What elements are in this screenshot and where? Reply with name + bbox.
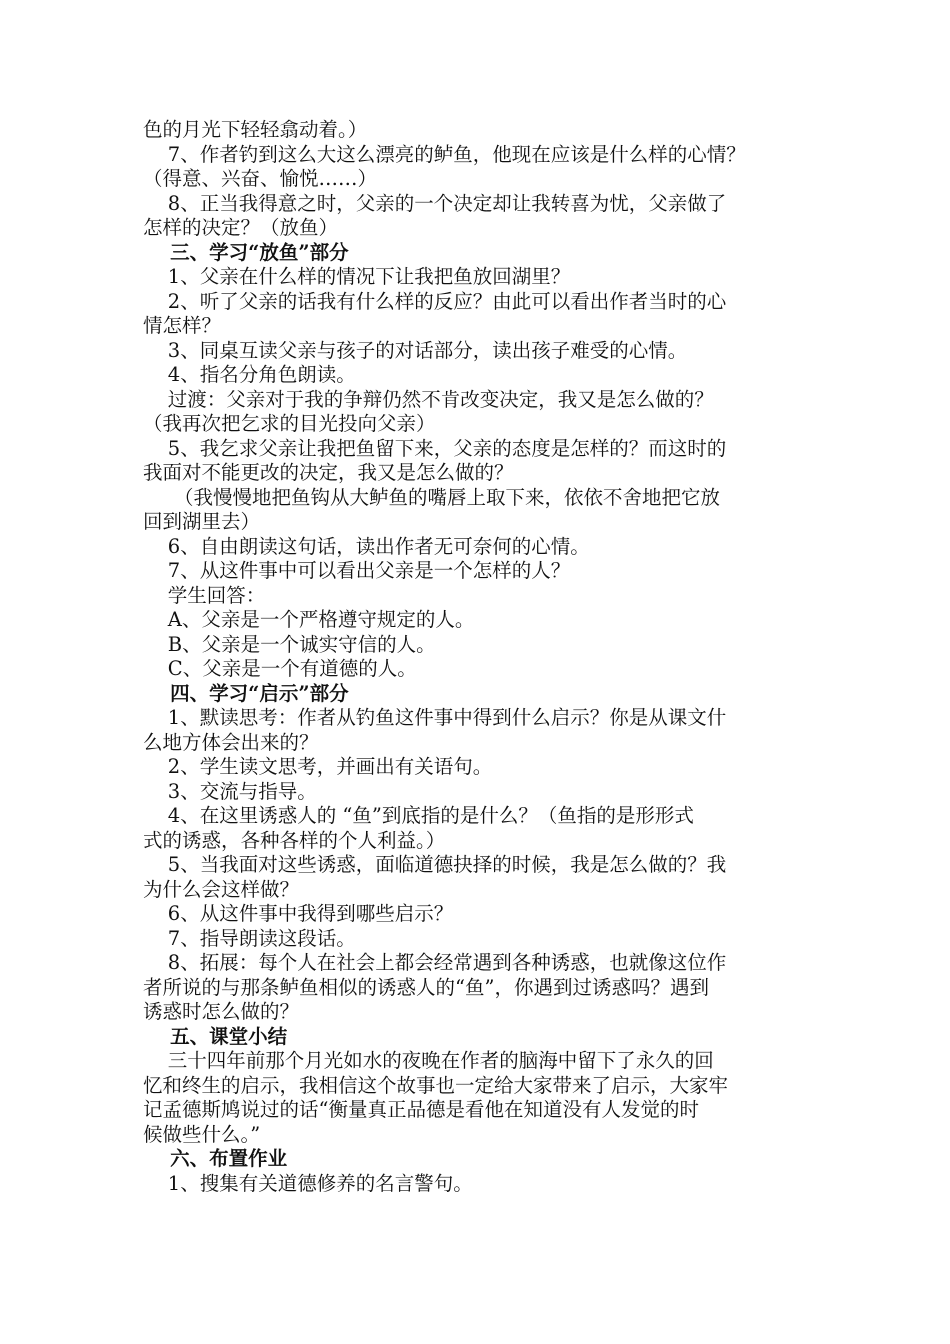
text-line: 7、指导朗读这段话。: [143, 926, 356, 950]
text-line: B、父亲是一个诚实守信的人。: [143, 632, 436, 656]
text-line: 3、同桌互读父亲与孩子的对话部分，读出孩子难受的心情。: [143, 338, 688, 362]
text-line: 8、拓展：每个人在社会上都会经常遇到各种诱惑，也就像这位作: [143, 951, 727, 974]
text-line: （我再次把乞求的目光投向父亲）: [143, 412, 436, 435]
text-line: 我面对不能更改的决定，我又是怎么做的？: [143, 461, 514, 484]
text-line: 候做些什么。”: [143, 1122, 261, 1146]
section-heading: 六、布置作业: [143, 1147, 288, 1170]
text-line: 6、从这件事中我得到哪些启示？: [143, 902, 454, 925]
text-line: 5、我乞求父亲让我把鱼留下来，父亲的态度是怎样的？而这时的: [143, 436, 727, 460]
text-line: 7、作者钓到这么大这么漂亮的鲈鱼，他现在应该是什么样的心情？: [143, 142, 746, 166]
text-line: 6、自由朗读这句话，读出作者无可奈何的心情。: [143, 534, 590, 558]
text-line: （得意、兴奋、愉悦……）: [143, 167, 378, 190]
section-heading: 五、课堂小结: [143, 1024, 288, 1048]
text-line: 3、交流与指导。: [143, 779, 317, 803]
text-line: 7、从这件事中可以看出父亲是一个怎样的人？: [143, 559, 571, 582]
text-line: 8、正当我得意之时，父亲的一个决定却让我转喜为忧，父亲做了: [143, 191, 727, 215]
text-line: 1、父亲在什么样的情况下让我把鱼放回湖里？: [143, 265, 571, 288]
text-line: 2、学生读文思考，并画出有关语句。: [143, 755, 493, 778]
text-line: 记孟德斯鸠说过的话“衡量真正品德是看他在知道没有人发觉的时: [143, 1098, 699, 1121]
text-line: 1、搜集有关道德修养的名言警句。: [143, 1171, 473, 1195]
text-line: 学生回答：: [143, 583, 266, 607]
text-line: 者所说的与那条鲈鱼相似的诱惑人的“鱼”，你遇到过诱惑吗？遇到: [143, 975, 709, 999]
text-line: 怎样的决定？（放鱼）: [143, 216, 339, 239]
text-line: 为什么会这样做？: [143, 877, 300, 901]
text-line: 5、当我面对这些诱惑，面临道德抉择的时候，我是怎么做的？我: [143, 853, 727, 876]
text-line: 过渡：父亲对于我的争辩仍然不肯改变决定，我又是怎么做的？: [143, 387, 714, 411]
document-page: [143, 118, 813, 1196]
text-line: 式的诱惑，各种各样的个人利益。）: [143, 828, 446, 852]
text-line: 4、指名分角色朗读。: [143, 363, 356, 386]
text-line: 情怎样？: [143, 314, 222, 337]
text-line: 诱惑时怎么做的？: [143, 1000, 300, 1023]
text-line: A、父亲是一个严格遵守规定的人。: [143, 608, 475, 631]
text-line: 忆和终生的启示，我相信这个故事也一定给大家带来了启示，大家牢: [143, 1073, 729, 1097]
section-heading: 三、学习“放鱼”部分: [143, 240, 349, 264]
text-line: 4、在这里诱惑人的 “鱼”到底指的是什么？（鱼指的是形形式: [143, 804, 694, 827]
text-line: 1、默读思考：作者从钓鱼这件事中得到什么启示？你是从课文什: [143, 706, 727, 729]
text-line: （我慢慢地把鱼钩从大鲈鱼的嘴唇上取下来，依依不舍地把它放: [143, 485, 720, 509]
text-line: 回到湖里去）: [143, 510, 261, 533]
text-line: 2、听了父亲的话我有什么样的反应？由此可以看出作者当时的心: [143, 289, 727, 313]
text-line: C、父亲是一个有道德的人。: [143, 657, 417, 680]
text-line: 么地方体会出来的？: [143, 730, 319, 754]
section-heading: 四、学习“启示”部分: [143, 681, 349, 705]
text-line: 三十四年前那个月光如水的夜晚在作者的脑海中留下了永久的回: [143, 1049, 714, 1072]
text-line: 色的月光下轻轻翕动着。）: [143, 118, 368, 141]
